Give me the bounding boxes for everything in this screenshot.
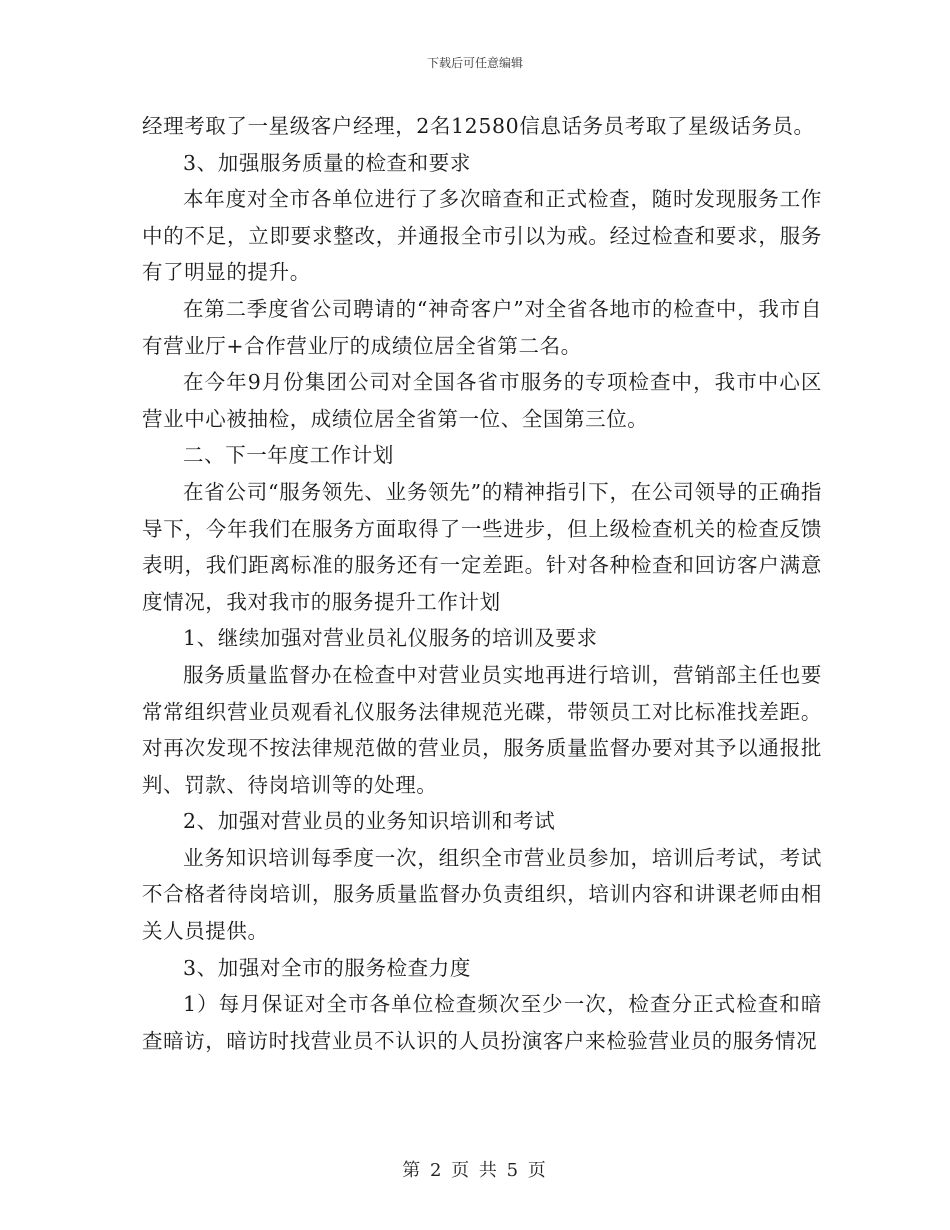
paragraph: 本年度对全市各单位进行了多次暗查和正式检查，随时发现服务工作中的不足，立即要求整改，并通报全市引以为戒。经过检查和要求，服务有了明显的提升。 (142, 187, 822, 285)
section-heading: 二、下一年度工作计划 (183, 443, 394, 468)
paragraph: 服务质量监督办在检查中对营业员实地再进行培训，营销部主任也要常常组织营业员观看礼仪服务法律规范光碟，带领员工对比标准找差距。对再次发现不按法律规范做的营业员，服务质量监督办要对其予以通报批判、罚款、待岗培训等的处理。 (142, 662, 822, 797)
section-heading: 3、加强对全市的服务检查力度 (183, 955, 471, 980)
paragraph: 1）每月保证对全市各单位检查频次至少一次，检查分正式检查和暗查暗访，暗访时找营业员不认识的人员扮演客户来检验营业员的服务情况 (142, 992, 822, 1053)
paragraph: 在省公司“服务领先、业务领先”的精神指引下，在公司领导的正确指导下，今年我们在服务方面取得了一些进步，但上级检查机关的检查反馈表明，我们距离标准的服务还有一定差距。针对各种检查和回访客户满意度情况，我对我市的服务提升工作计划 (142, 479, 822, 614)
paragraph: 经理考取了一星级客户经理，2名12580信息话务员考取了星级话务员。 (142, 114, 815, 138)
section-heading: 1、继续加强对营业员礼仪服务的培训及要求 (183, 626, 598, 651)
document-body (142, 108, 822, 1059)
section-heading: 2、加强对营业员的业务知识培训和考试 (183, 809, 556, 834)
paragraph: 业务知识培训每季度一次，组织全市营业员参加，培训后考试，考试不合格者待岗培训，服务质量监督办负责组织，培训内容和讲课老师由相关人员提供。 (142, 845, 822, 944)
page-header: 下载后可任意编辑 (426, 56, 523, 70)
section-heading: 3、加强服务质量的检查和要求 (183, 150, 471, 175)
paragraph: 在今年9月份集团公司对全国各省市服务的专项检查中，我市中心区营业中心被抽检，成绩位居全省第一位、全国第三位。 (142, 370, 822, 431)
paragraph: 在第二季度省公司聘请的“神奇客户”对全省各地市的检查中，我市自有营业厅+合作营业厅的成绩位居全省第二名。 (142, 296, 822, 358)
page-footer-page-number: 第 2 页 共 5 页 (402, 1160, 548, 1181)
